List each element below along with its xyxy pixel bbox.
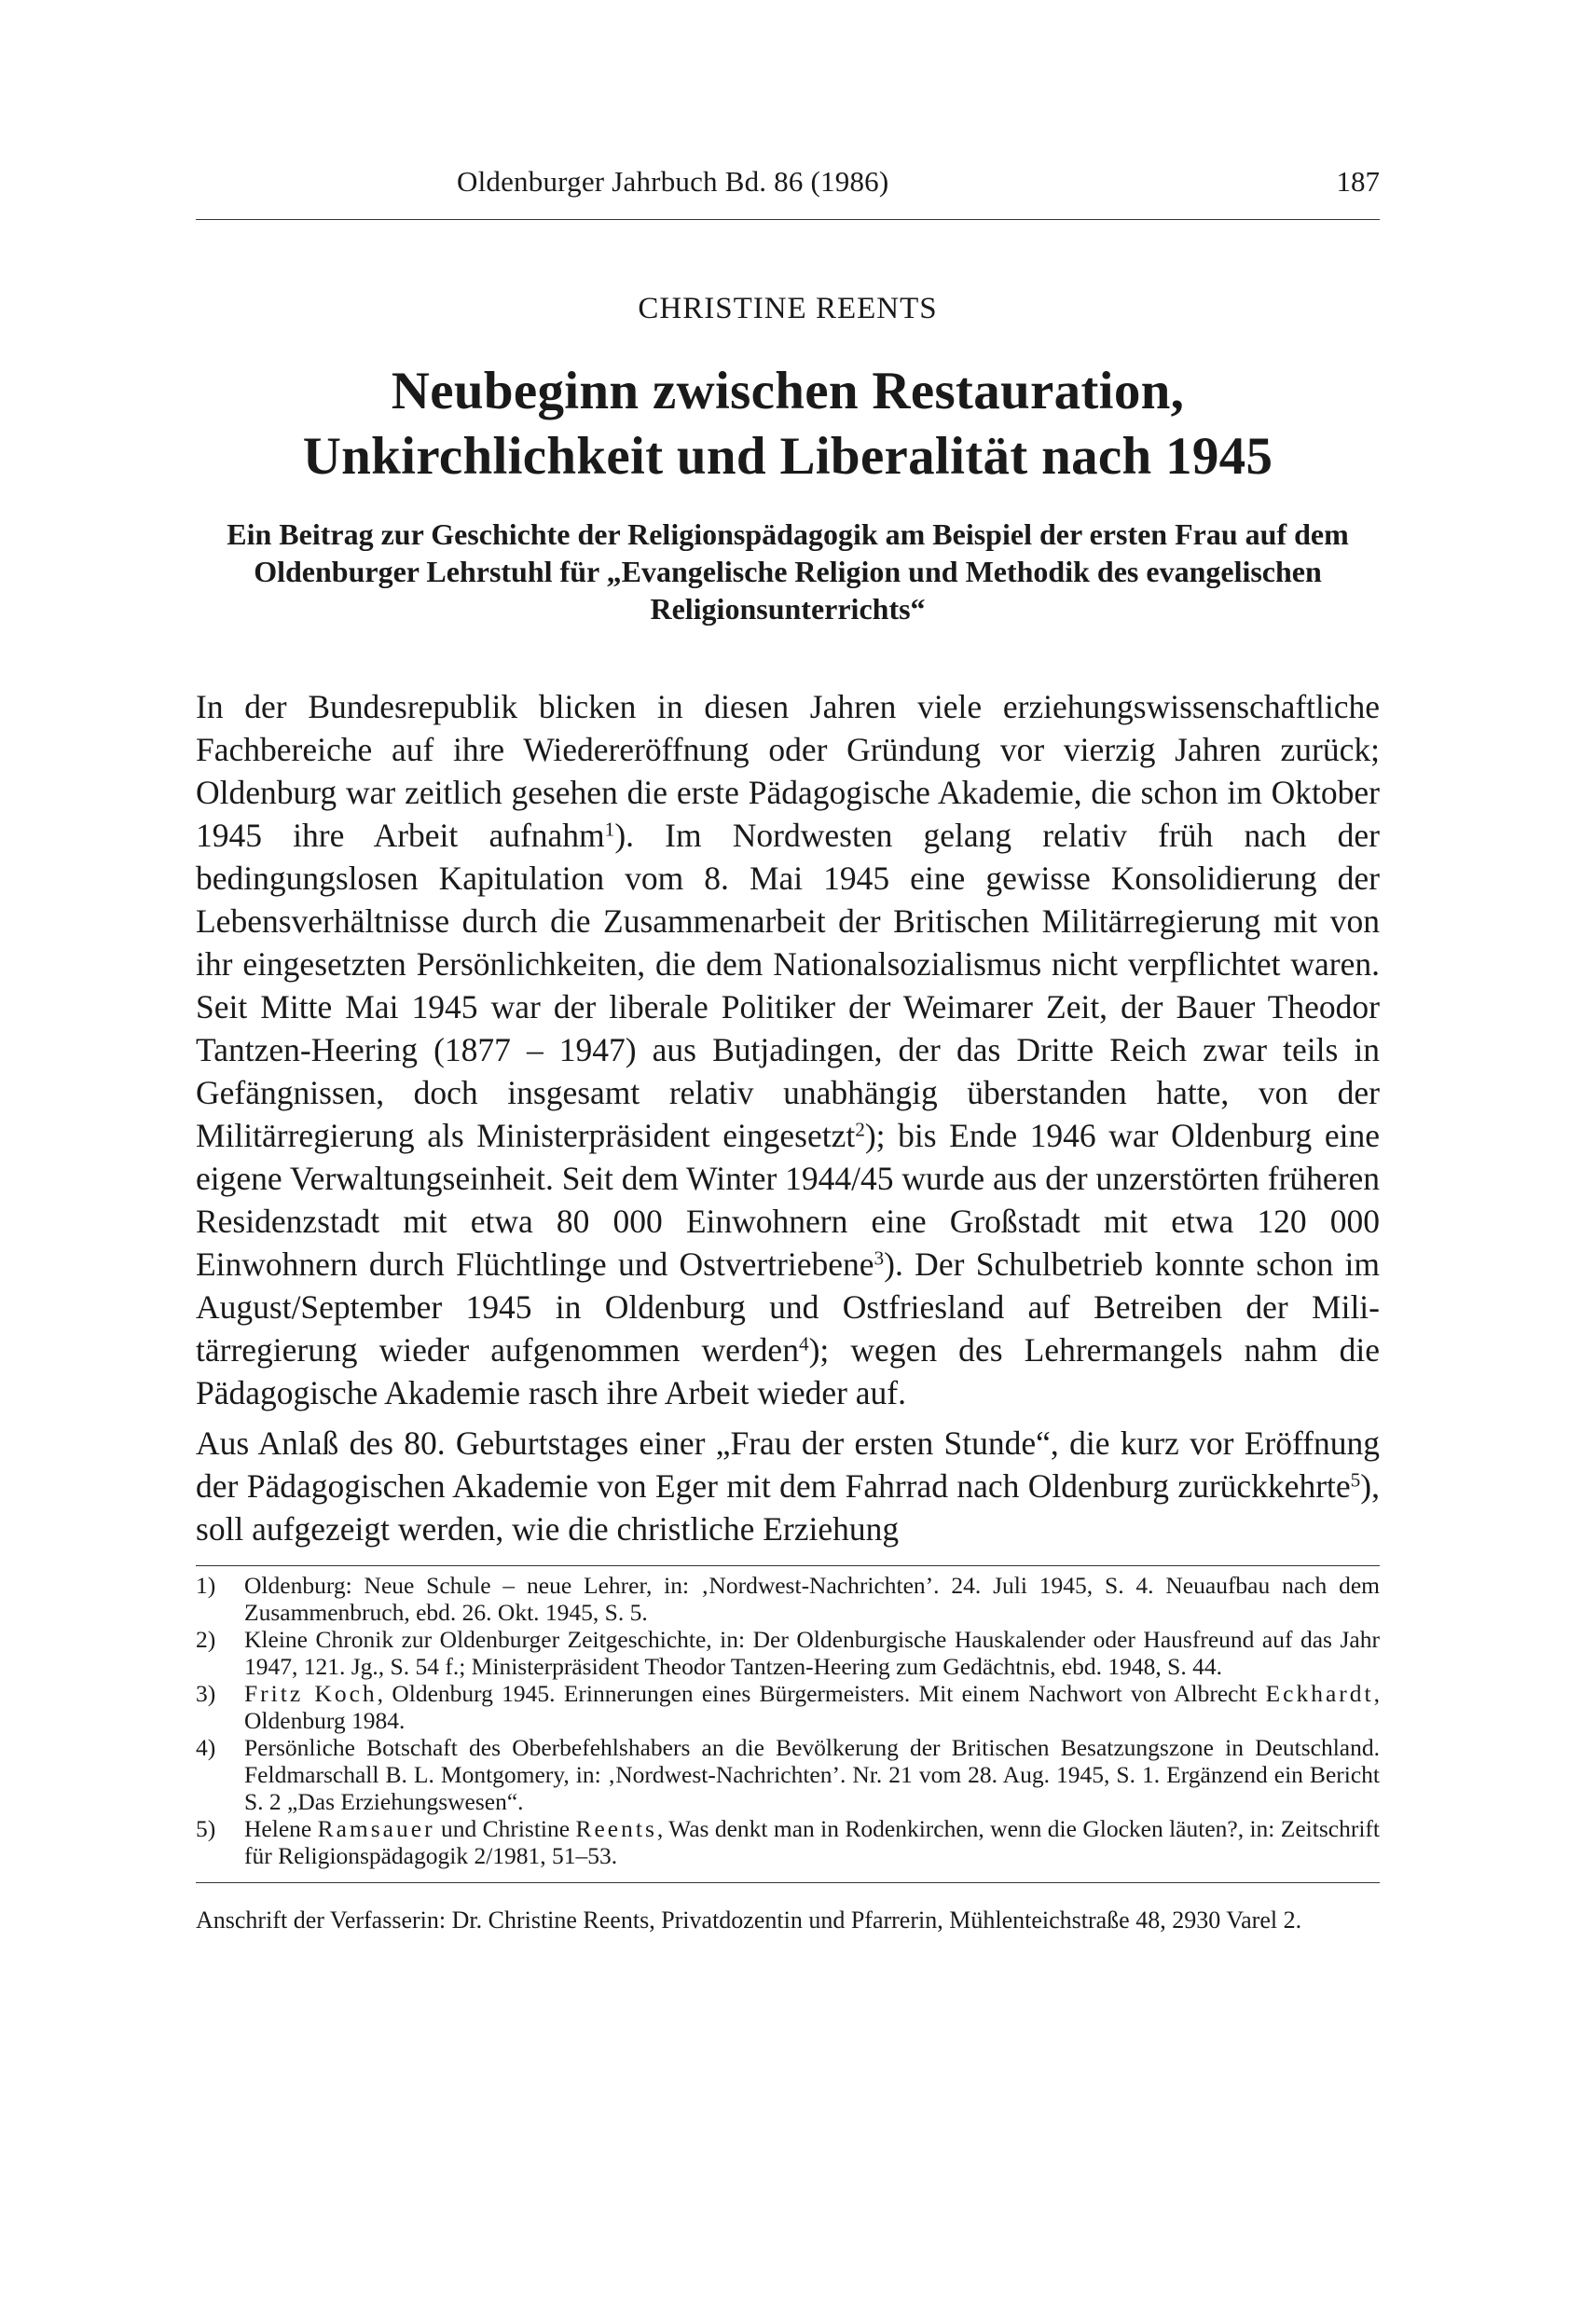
article-body (196, 685, 1380, 1550)
author-name: Reents (575, 1815, 657, 1842)
paragraph-2-text-a: Aus Anlaß des 80. Geburtstages einer „Frau der ersten Stunde“, die kurz vor Eröffnung der Pädagogischen Akademie von Eger mit dem Fahrrad nach Oldenburg zurückkehrte (196, 1424, 1380, 1505)
paragraph-1-text-a: In der Bundesrepublik blicken in diesen Jahren viele erziehungswissenschaftliche Fachbereiche auf ihre Wiedereröffnung oder Gründung vor vierzig Jahren zurück; Oldenburg war zeitlich gesehen die erste Pädagogische Akademie, die schon im Oktober 1945 ihre Arbeit aufnahm (196, 688, 1380, 854)
footnote-text: , Was denkt man in Rodenkirchen, wenn die Glocken läuten?, in: Zeitschrift für Religionspädagogik 2/1981, 51–53. (244, 1815, 1380, 1869)
paragraph-2-text-b: ), soll aufgezeigt werden, wie die christliche Erziehung (196, 1467, 1380, 1548)
footnote-number: 2) (196, 1626, 216, 1653)
footnote-ref-1: 1 (604, 818, 615, 841)
page-number: 187 (1336, 165, 1380, 198)
footnote-number: 4) (196, 1734, 216, 1761)
author-address: Anschrift der Verfasserin: Dr. Christine Reents, Privatdozentin und Pfarrerin, Mühlenteichstraße 48, 2930 Varel 2. (196, 1906, 1302, 1934)
article-subtitle: Ein Beitrag zur Geschichte der Religionspädagogik am Beispiel der ersten Frau auf dem Oldenburger Lehrstuhl für „Evangelische Religion und Methodik des evangelischen Religionsunterrichts“ (227, 517, 1349, 626)
running-head (196, 163, 1380, 212)
author-name: Eckhardt (1265, 1680, 1374, 1707)
footnote-1 (196, 1572, 1380, 1626)
article-author: CHRISTINE REENTS (638, 292, 938, 325)
footnotes (196, 1572, 1380, 1869)
footnote-number: 5) (196, 1815, 216, 1842)
footnote-rule (196, 1565, 1380, 1566)
author-name: Fritz Koch (244, 1680, 378, 1707)
paragraph-1-text-b: ). Im Nordwesten gelang relativ früh nach der bedingungslosen Kapitulation vom 8. Mai 1945 eine gewisse Konsolidierung der Lebensverhältnisse durch die Zusammenarbeit der Britischen Militärregierung mit von ihr eingesetzten Persönlichkeiten, die dem Nationalsozialismus nicht verpflichtet waren. Seit Mitte Mai 1945 war der liberale Politiker der Weimarer Zeit, der Bauer Theodor Tantzen-Heering (1877 – 1947) aus Butjadingen, der das Dritte Reich zwar teils in Gefängnissen, doch insgesamt relativ unabhängig überstanden hatte, von der Militärregierung als Ministerpräsident eingesetzt (196, 817, 1380, 1154)
header-rule (196, 219, 1380, 220)
paragraph-1-text-e: ); wegen des Lehrermangels nahm die Pädagogische Akademie rasch ihre Arbeit wieder auf. (196, 1331, 1380, 1411)
journal-title: Oldenburger Jahrbuch Bd. 86 (1986) (457, 165, 889, 198)
footnote-text: Kleine Chronik zur Oldenburger Zeitgeschichte, in: Der Oldenburgische Hauskalender oder Hausfreund auf das Jahr 1947, 121. Jg., S. 54 f.; Ministerpräsident Theodor Tantzen-Heering zum Gedächtnis, ebd. 1948, S. 44. (244, 1626, 1380, 1680)
footnote-text: Oldenburg: Neue Schule – neue Lehrer, in: ‚Nordwest-Nachrichten’. 24. Juli 1945, S. 4. Neuaufbau nach dem Zusammenbruch, ebd. 26. Okt. 1945, S. 5. (244, 1572, 1380, 1626)
author-name: Ramsauer (317, 1815, 435, 1842)
footnote-number: 1) (196, 1572, 216, 1599)
title-line-2: Unkirchlichkeit und Liberalität nach 1945 (302, 427, 1273, 486)
article-title (196, 359, 1380, 489)
footnote-text: , Oldenburg 1984. (244, 1680, 1380, 1734)
footnote-2 (196, 1626, 1380, 1680)
paragraph-1-text-c: ); bis Ende 1946 war Oldenburg eine eigene Verwaltungseinheit. Seit dem Winter 1944/45 wurde aus der unzerstörten früheren Residenzstadt mit etwa 80 000 Einwohnern eine Großstadt mit etwa 120 000 Einwohnern durch Flüchtlinge und Ostvertriebene (196, 1117, 1380, 1283)
footnote-ref-2: 2 (855, 1118, 865, 1141)
footnote-text: Persönliche Botschaft des Oberbefehlshabers an die Bevölkerung der Britischen Besatzungszone in Deutschland. Feldmarschall B. L. Montgomery, in: ‚Nordwest-Nachrichten’. Nr. 21 vom 28. Aug. 1945, S. 1. Ergänzend ein Bericht S. 2 „Das Erziehungswesen“. (244, 1734, 1380, 1815)
footnote-5 (196, 1815, 1380, 1869)
footnote-text: und Christine (434, 1815, 576, 1842)
footnote-ref-4: 4 (798, 1332, 809, 1356)
paragraph-1 (196, 685, 1380, 1414)
paragraph-2 (196, 1422, 1380, 1550)
footnote-ref-5: 5 (1350, 1468, 1361, 1492)
footnote-ref-3: 3 (874, 1246, 885, 1270)
footnote-text: , Oldenburg 1945. Erinnerungen eines Bürgermeisters. Mit einem Nachwort von Albrecht (377, 1680, 1266, 1707)
paragraph-1-text-d: ). Der Schulbetrieb konnte schon im August/September 1945 in Oldenburg und Ostfriesland auf Betreiben der Militärregierung wieder aufgenommen werden (196, 1245, 1380, 1369)
document-page (196, 163, 1380, 1934)
footnote-text: Helene (244, 1815, 318, 1842)
footnote-3 (196, 1680, 1380, 1734)
title-line-1: Neubeginn zwischen Restauration, (391, 362, 1185, 420)
footnote-4 (196, 1734, 1380, 1815)
footnote-number: 3) (196, 1680, 216, 1707)
address-rule (196, 1882, 1380, 1883)
